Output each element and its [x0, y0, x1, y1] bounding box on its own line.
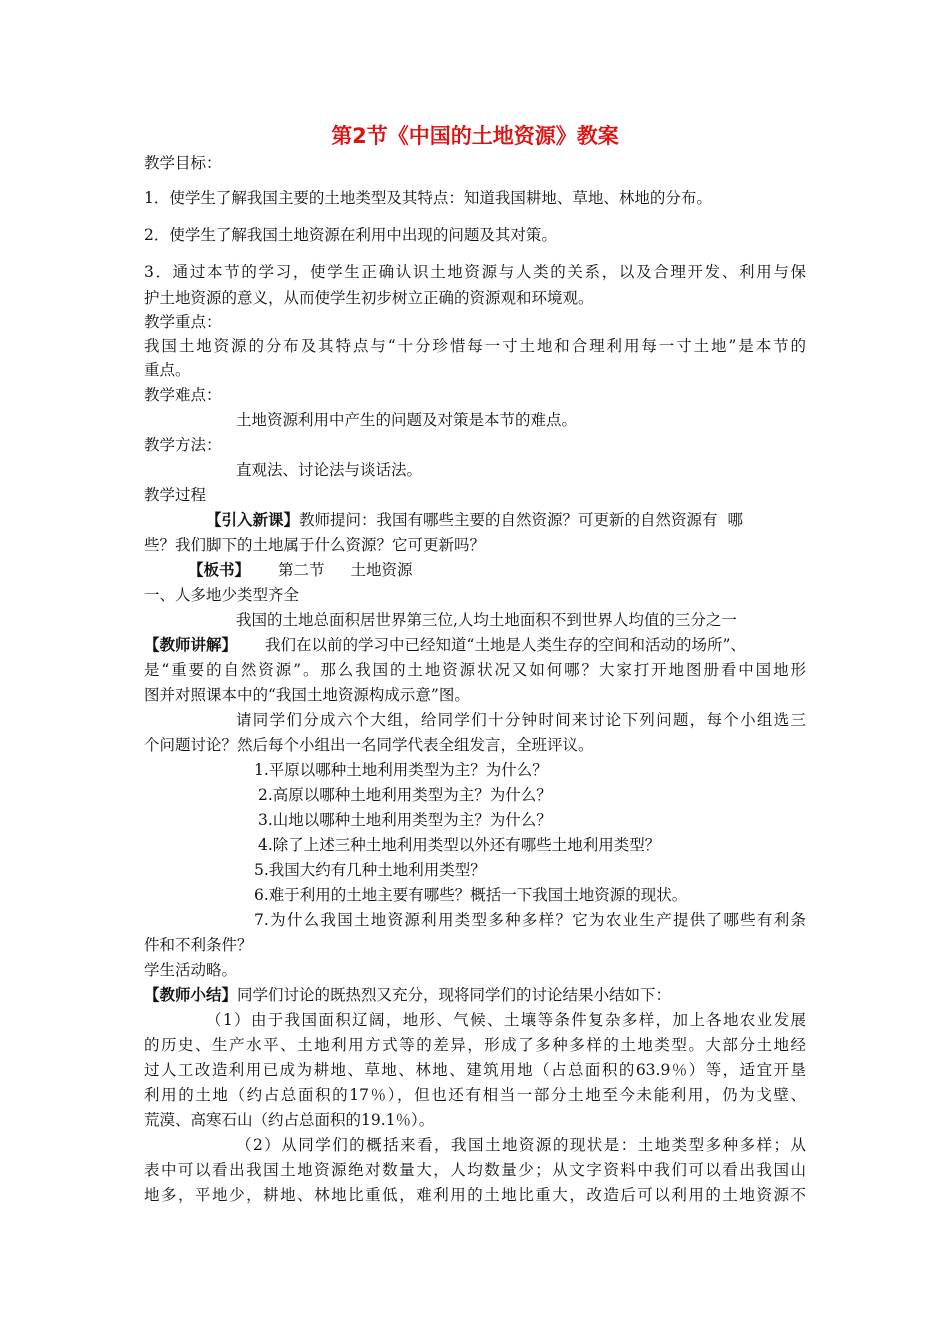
summary-2-line-2: 表中可以看出我国土地资源绝对数量大，人均数量少；从文字资料中我们可以看出我国山: [144, 1161, 806, 1179]
summary-2-line-1: （2）从同学们的概括来看，我国土地资源的现状是：土地类型多种多样；从: [236, 1136, 806, 1154]
land-fact: 我国的土地总面积居世界第三位,人均土地面积不到世界人均值的三分之一: [236, 611, 737, 629]
board-section: 第二节: [278, 561, 325, 579]
summary-line: [144, 982, 671, 1008]
goal-3-line-2: 护土地资源的意义，从而使学生初步树立正确的资源观和环境观。: [144, 289, 594, 307]
lecture-tag: 【教师讲解】: [144, 635, 238, 654]
summary-1-line-4: 利用的土地（约占总面积的17％），但也还有相当一部分土地至今未能利用，仍为戈壁、: [144, 1086, 806, 1104]
intro-line-2: 些？我们脚下的土地属于什么资源？它可更新吗？: [144, 536, 486, 554]
summary-text: 同学们讨论的既热烈又充分，现将同学们的讨论结果小结如下：: [237, 986, 672, 1004]
goals-heading: 教学目标：: [144, 154, 222, 172]
goal-1: 1．使学生了解我国主要的土地类型及其特点：知道我国耕地、草地、林地的分布。: [144, 189, 712, 207]
summary-1-line-1: （1）由于我国面积辽阔，地形、气候、土壤等条件复杂多样，加上各地农业发展: [206, 1011, 806, 1029]
board-line: [188, 557, 413, 583]
question-6: 6.难于利用的土地主要有哪些？概括一下我国土地资源的现状。: [254, 886, 688, 904]
question-5: 5.我国大约有几种土地利用类型？: [254, 861, 486, 879]
summary-2-line-3: 地多，平地少，耕地、林地比重低，难利用的土地比重大，改造后可以利用的土地资源不: [144, 1186, 806, 1204]
key-heading: 教学重点：: [144, 313, 222, 331]
goal-2: 2．使学生了解我国土地资源在利用中出现的问题及其对策。: [144, 226, 557, 244]
intro-text: 教师提问：我国有哪些主要的自然资源？可更新的自然资源有: [299, 511, 718, 529]
question-7-line-2: 件和不利条件？: [144, 936, 253, 954]
difficulty-heading: 教学难点：: [144, 386, 222, 404]
student-activity: 学生活动略。: [144, 961, 238, 979]
question-1: 1.平原以哪种土地利用类型为主？为什么？: [254, 761, 548, 779]
board-tag: 【板书】: [188, 560, 251, 579]
goal-3-line-1: 3．通过本节的学习，使学生正确认识土地资源与人类的关系，以及合理开发、利用与保: [144, 263, 806, 281]
summary-tag: 【教师小结】: [144, 985, 238, 1004]
intro-text-end: 哪: [727, 511, 744, 529]
lecture-text: 我们在以前的学习中已经知道“土地是人类生存的空间和活动的场所”、: [265, 636, 746, 654]
question-3: 3.山地以哪种土地利用类型为主？为什么？: [258, 811, 552, 829]
group-line-1: 请同学们分成六个大组，给同学们十分钟时间来讨论下列问题，每个小组选三: [236, 711, 806, 729]
summary-1-line-5: 荒漠、高寒石山（约占总面积的19.1％）。: [144, 1111, 435, 1129]
page-title: 第2节《中国的土地资源》教案: [331, 124, 619, 148]
summary-1-line-2: 的历史、生产水平、土地利用方式等的差异，形成了多种多样的土地类型。大部分土地经: [144, 1036, 806, 1054]
question-2: 2.高原以哪种土地利用类型为主？为什么？: [258, 786, 552, 804]
process-heading: 教学过程: [144, 486, 207, 504]
key-line-2: 重点。: [144, 361, 191, 379]
question-4: 4.除了上述三种土地利用类型以外还有哪些土地利用类型？: [258, 836, 661, 854]
group-line-2: 个问题讨论？然后每个小组出一名同学代表全组发言，全班评议。: [144, 736, 594, 754]
lecture-line-3: 图并对照课本中的“我国土地资源构成示意”图。: [144, 686, 470, 704]
key-line-1: 我国土地资源的分布及其特点与“十分珍惜每一寸土地和合理利用每一寸土地”是本节的: [144, 337, 806, 355]
lecture-line-1: [144, 632, 746, 658]
lecture-line-2: 是“重要的自然资源”。那么我国的土地资源状况又如何哪？大家打开地图册看中国地形: [144, 661, 806, 679]
part-1-heading: 一、人多地少类型齐全: [144, 586, 300, 604]
method-heading: 教学方法：: [144, 436, 222, 454]
intro-line-1: [206, 507, 743, 533]
summary-1-line-3: 过人工改造利用已成为耕地、草地、林地、建筑用地（占总面积的63.9％）等，适宜开垦: [144, 1061, 806, 1079]
difficulty-line: 土地资源利用中产生的问题及对策是本节的难点。: [236, 411, 578, 429]
board-title: 土地资源: [350, 561, 413, 579]
intro-tag: 【引入新课】: [206, 510, 300, 529]
method-line: 直观法、讨论法与谈话法。: [236, 461, 423, 479]
question-7-line-1: 7.为什么我国土地资源利用类型多种多样？它为农业生产提供了哪些有利条: [254, 911, 806, 929]
